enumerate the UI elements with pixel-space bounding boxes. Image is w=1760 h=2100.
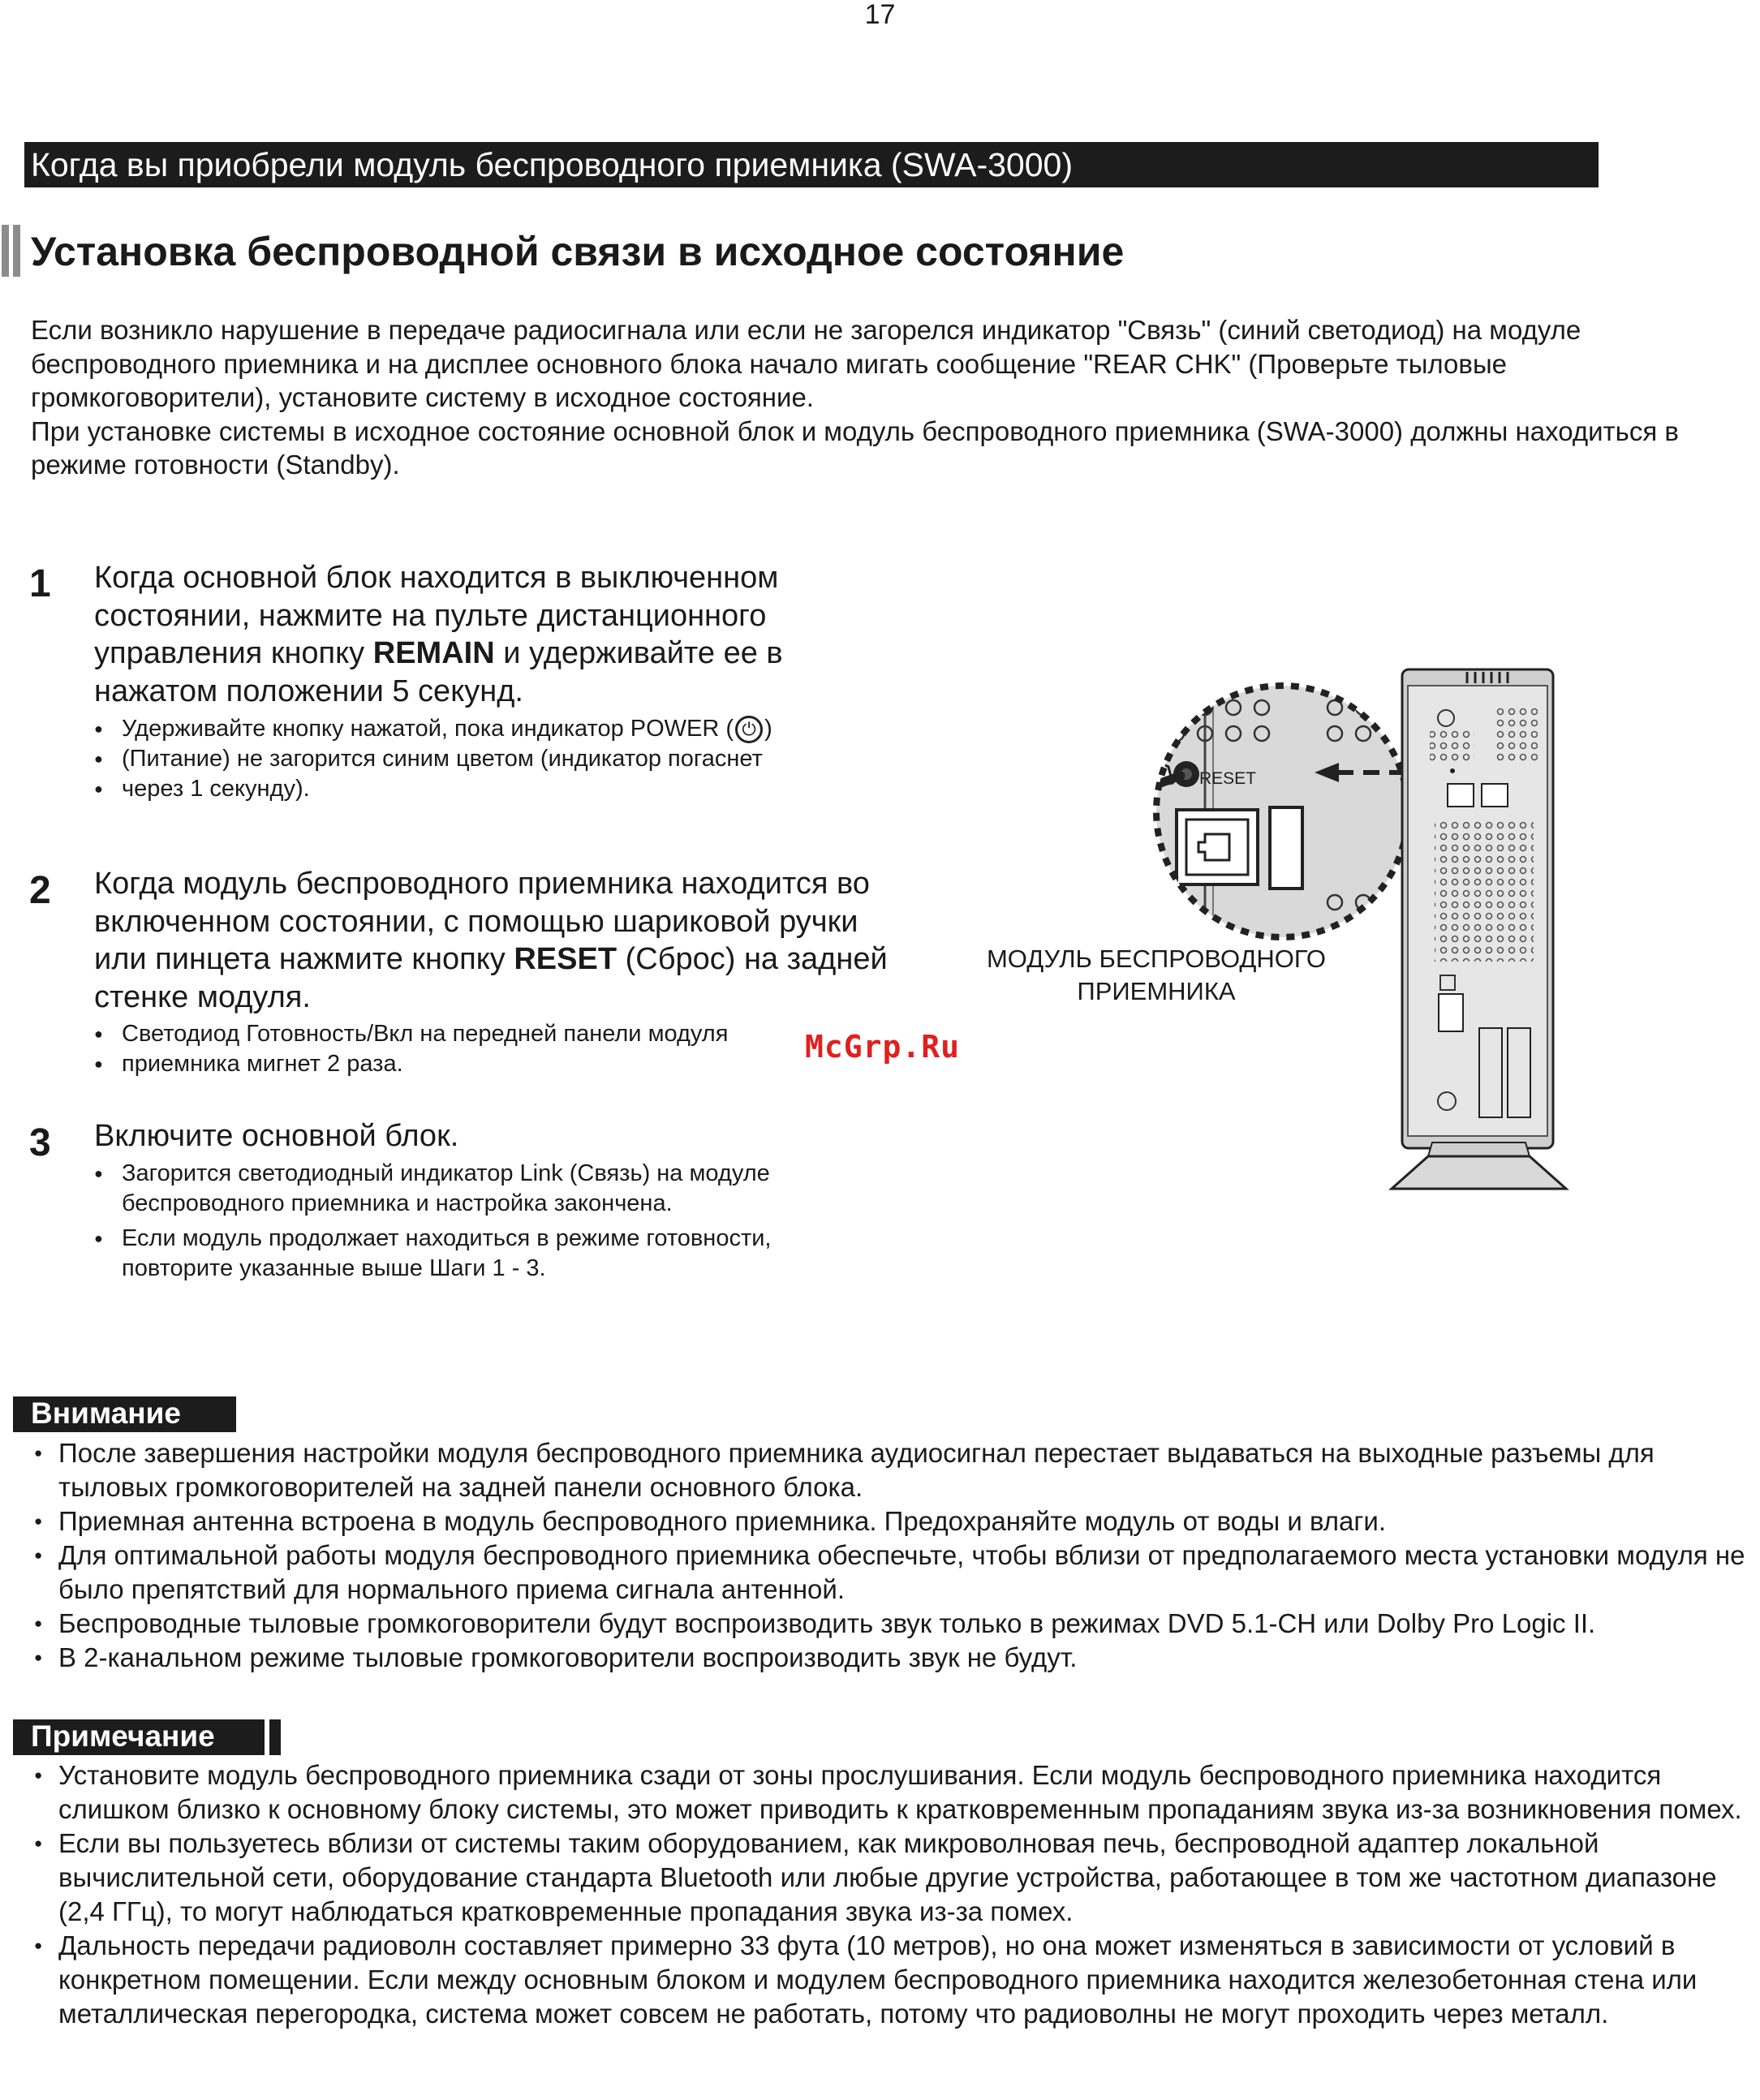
- step-3-text: Включите основной блок.: [94, 1119, 459, 1153]
- watermark-text: McGrp.Ru: [805, 1029, 961, 1065]
- intro-paragraph: При установке системы в исходное состояние основной блок и модуль беспроводного приемника (SWA-3000) должны находиться в режиме готовности (Standby).: [31, 415, 1679, 480]
- reset-label: RESET: [1199, 769, 1257, 788]
- title-bar-decoration: [13, 225, 20, 277]
- list-item-continuation: [94, 744, 772, 774]
- step-number: 3: [29, 1121, 51, 1164]
- step-text-part: (Сброс) на задней стенке модуля.: [94, 942, 888, 1014]
- list-item-continuation: [94, 1049, 728, 1079]
- step-1-bullets: [94, 714, 772, 804]
- bullet-text: Удерживайте кнопку нажатой, пока индикатор POWER (: [122, 716, 734, 742]
- list-item: ● Беспроводные тыловые громкоговорители будут воспроизводить звук только в режимах DVD 5.1-CH или Dolby Pro Logic II.: [31, 1607, 1755, 1641]
- step-number: 1: [29, 562, 51, 605]
- list-item: [94, 714, 772, 744]
- figure-caption: [974, 943, 1339, 1008]
- note-label-text: Примечание: [31, 1719, 215, 1753]
- step-text-part: и удерживайте ее в нажатом положении 5 секунд.: [94, 636, 783, 708]
- list-item: ● Приемная антенна встроена в модуль беспроводного приемника. Предохраняйте модуль от воды и влаги.: [31, 1504, 1755, 1538]
- list-item: ● Установите модуль беспроводного приемника сзади от зоны прослушивания. Если модуль беспроводного приемника находится слишком близко к основному блоку системы, это может приводить к кратковременным пропаданиям звука из-за возникновения помех.: [31, 1758, 1755, 1827]
- page-number: 17: [864, 0, 896, 30]
- bullet-text: (Питание) не загорится синим цветом (индикатор погаснет: [122, 746, 763, 772]
- step-text-part: Когда модуль беспроводного приемника находится во включенном состоянии, с помощью шариковой ручки или пинцета нажмите кнопку: [94, 867, 870, 976]
- bullet-text: Светодиод Готовность/Вкл на передней панели модуля: [122, 1021, 729, 1047]
- step-3-bullets: [94, 1159, 857, 1284]
- list-item: ● После завершения настройки модуля беспроводного приемника аудиосигнал перестает выдаваться на выходные разъемы для тыловых громкоговорителей на задней панели основного блока.: [31, 1436, 1755, 1504]
- power-socket-icon: [1177, 810, 1258, 884]
- bullet-text: ): [764, 716, 772, 742]
- caption-line: ПРИЕМНИКА: [1077, 977, 1236, 1005]
- step-2-bullets: [94, 1019, 728, 1079]
- reset-button-name: RESET: [514, 942, 618, 976]
- bullet-text: через 1 секунду).: [122, 776, 310, 802]
- power-icon: ⏻: [735, 716, 763, 743]
- caption-line: МОДУЛЬ БЕСПРОВОДНОГО: [986, 945, 1327, 973]
- step-1-text: [94, 559, 873, 710]
- list-item: ● Для оптимальной работы модуля беспроводного приемника обеспечьте, чтобы вблизи от предполагаемого места установки модуля не было препятствий для нормального приема сигнала антенной.: [31, 1538, 1755, 1607]
- list-item: ● Если вы пользуетесь вблизи от системы таким оборудованием, как микроволновая печь, беспроводной адаптер локальной вычислительной сети, оборудование стандарта Bluetooth или любые другие устройства, работающее в том же частотном диапазоне (2,4 ГГц), то могут наблюдаться кратковременные пропадания звука из-за помех.: [31, 1827, 1755, 1929]
- intro-paragraph: Если возникло нарушение в передаче радиосигнала или если не загорелся индикатор "Связь" (синий светодиод) на модуле беспроводного приемника и на дисплее основного блока начало мигать сообщение "REAR CHK" (Проверьте тыловые громкоговорители), установите систему в исходное состояние.: [31, 315, 1581, 412]
- list-item: ● Если модуль продолжает находиться в режиме готовности, повторите указанные выше Шаги 1 - 3.: [94, 1224, 857, 1284]
- step-2-text: [94, 865, 889, 1016]
- section-banner: Когда вы приобрели модуль беспроводного приемника (SWA-3000): [24, 142, 1599, 187]
- note-label: [13, 1719, 281, 1755]
- bullet-text: приемника мигнет 2 раза.: [122, 1051, 403, 1077]
- page-title: Установка беспроводной связи в исходное состояние: [31, 229, 1125, 274]
- list-item: ● В 2-канальном режиме тыловые громкоговорители воспроизводить звук не будут.: [31, 1641, 1755, 1675]
- caution-label: [13, 1396, 236, 1432]
- caution-label-text: Внимание: [31, 1396, 181, 1430]
- list-item: ● Дальность передачи радиоволн составляет примерно 33 фута (10 метров), но она может изменяться в зависимости от условий в конкретном помещении. Если между основным блоком и модулем беспроводного приемника находится железобетонная стена или металлическая перегородка, система может совсем не работать, потому что радиоволны не могут проходить через металл.: [31, 1929, 1755, 2031]
- magnified-reset-area: [1071, 665, 1452, 974]
- list-item: ● Загорится светодиодный индикатор Link (Связь) на модуле беспроводного приемника и настройка закончена.: [94, 1159, 857, 1219]
- step-text-part: Когда основной блок находится в выключенном состоянии, нажмите на пульте дистанционного управления кнопку: [94, 561, 779, 670]
- list-item-continuation: [94, 774, 772, 804]
- step-number: 2: [29, 869, 51, 912]
- title-bar-decoration: [2, 225, 9, 277]
- caution-list: [31, 1436, 1755, 1675]
- note-list: [31, 1758, 1755, 2031]
- remain-button-name: REMAIN: [372, 636, 495, 670]
- list-item: [94, 1019, 728, 1049]
- intro-text: [31, 313, 1751, 482]
- receiver-module-body: [1392, 669, 1566, 1189]
- receiver-module-illustration: [1006, 649, 1574, 1201]
